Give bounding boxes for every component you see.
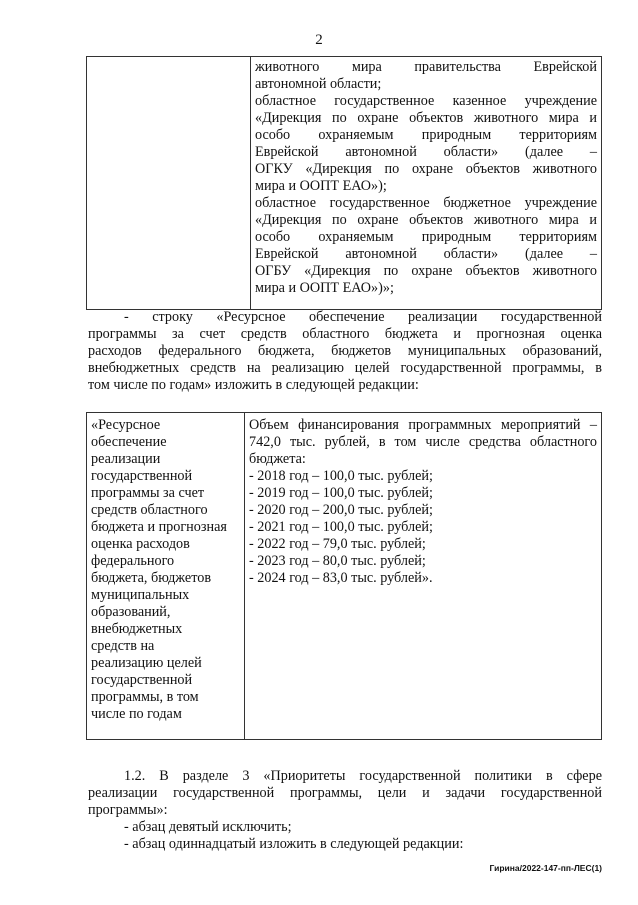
table2-value-line: 742,0 тыс. рублей, в том числе средства областного bbox=[249, 434, 597, 450]
table2-label-line: внебюджетных bbox=[91, 621, 183, 637]
table-row bbox=[87, 57, 602, 310]
list-item: - абзац девятый исключить; bbox=[124, 819, 292, 835]
table2-value-line: - 2018 год – 100,0 тыс. рублей; bbox=[249, 468, 433, 484]
table1-text-line: животного мира правительства Еврейской bbox=[255, 59, 597, 75]
paragraph-line: программы»: bbox=[88, 802, 168, 818]
table2-value-line: - 2024 год – 83,0 тыс. рублей». bbox=[249, 570, 433, 586]
amendment-list bbox=[88, 819, 602, 853]
table2-left-cell bbox=[87, 413, 245, 740]
table-previous-continued bbox=[86, 56, 602, 310]
paragraph-line: том числе по годам» изложить в следующей редакции: bbox=[88, 377, 419, 393]
table2-value-line: Объем финансирования программных мероприятий – bbox=[249, 417, 597, 433]
table1-text-line: «Дирекция по охране объектов животного мира и bbox=[255, 110, 597, 126]
table2-label-line: образований, bbox=[91, 604, 171, 620]
table2-label-line: федерального bbox=[91, 553, 175, 569]
table2-label-line: бюджета, бюджетов bbox=[91, 570, 212, 586]
table2-label-line: государственной bbox=[91, 468, 193, 484]
paragraph-line: внебюджетных средств на реализацию целей государственной программы, в bbox=[88, 360, 602, 376]
table1-text-line: мира и ООПТ ЕАО»)»; bbox=[255, 280, 394, 296]
table2-right-cell bbox=[245, 413, 602, 740]
paragraph-line: программы за счет средств областного бюджета и прогнозная оценка bbox=[88, 326, 602, 342]
table2-label-line: средств на bbox=[91, 638, 155, 654]
table1-text-line: Еврейской автономной области» (далее – bbox=[255, 246, 597, 262]
table2-value-line: бюджета: bbox=[249, 451, 306, 467]
table2-value-line: - 2020 год – 200,0 тыс. рублей; bbox=[249, 502, 433, 518]
footer-document-code: Гирина/2022-147-пп-ЛЕС(1) bbox=[489, 863, 602, 873]
table2-label-line: бюджета и прогнозная bbox=[91, 519, 227, 535]
table2-label-line: реализации bbox=[91, 451, 161, 467]
table-row bbox=[87, 413, 602, 740]
table2-label-line: средств областного bbox=[91, 502, 208, 518]
table1-text-line: ОГКУ «Дирекция по охране объектов животного bbox=[255, 161, 597, 177]
table2-label-line: «Ресурсное bbox=[91, 417, 161, 433]
paragraph-line: расходов федерального бюджета, бюджетов муниципальных образований, bbox=[88, 343, 602, 359]
table1-text-line: «Дирекция по охране объектов животного мира и bbox=[255, 212, 597, 228]
table-resource-provision bbox=[86, 412, 602, 740]
list-item: - абзац одиннадцатый изложить в следующей редакции: bbox=[124, 836, 464, 852]
table1-text-line: особо охраняемым природным территориям bbox=[255, 127, 597, 143]
table1-text-line: Еврейской автономной области» (далее – bbox=[255, 144, 597, 160]
paragraph-resource-row bbox=[88, 309, 602, 394]
paragraph-section-3 bbox=[88, 768, 602, 819]
paragraph-line: 1.2. В разделе 3 «Приоритеты государственной политики в сфере bbox=[124, 768, 602, 784]
paragraph-line: - строку «Ресурсное обеспечение реализации государственной bbox=[124, 309, 602, 325]
table2-value-line: - 2021 год – 100,0 тыс. рублей; bbox=[249, 519, 433, 535]
table2-label-line: обеспечение bbox=[91, 434, 167, 450]
table2-label-line: программы, в том bbox=[91, 689, 199, 705]
table2-label-line: государственной bbox=[91, 672, 193, 688]
paragraph-line: реализации государственной программы, цели и задачи государственной bbox=[88, 785, 602, 801]
table2-value-line: - 2019 год – 100,0 тыс. рублей; bbox=[249, 485, 433, 501]
table1-text-line: особо охраняемым природным территориям bbox=[255, 229, 597, 245]
table1-text-line: областное государственное казенное учреждение bbox=[255, 93, 597, 109]
table2-label-line: оценка расходов bbox=[91, 536, 190, 552]
table2-label-line: муниципальных bbox=[91, 587, 190, 603]
table1-text-line: областное государственное бюджетное учреждение bbox=[255, 195, 597, 211]
table1-text-line: ОГБУ «Дирекция по охране объектов животного bbox=[255, 263, 597, 279]
table2-value-line: - 2022 год – 79,0 тыс. рублей; bbox=[249, 536, 426, 552]
table1-text-line: автономной области; bbox=[255, 76, 382, 92]
page-number: 2 bbox=[315, 32, 323, 48]
table2-label-line: числе по годам bbox=[91, 706, 182, 722]
table1-left-cell bbox=[87, 57, 251, 310]
table1-right-cell bbox=[251, 57, 602, 310]
table2-label-line: программы за счет bbox=[91, 485, 205, 501]
table2-label-line: реализацию целей bbox=[91, 655, 202, 671]
table2-value-line: - 2023 год – 80,0 тыс. рублей; bbox=[249, 553, 426, 569]
table1-text-line: мира и ООПТ ЕАО»); bbox=[255, 178, 387, 194]
